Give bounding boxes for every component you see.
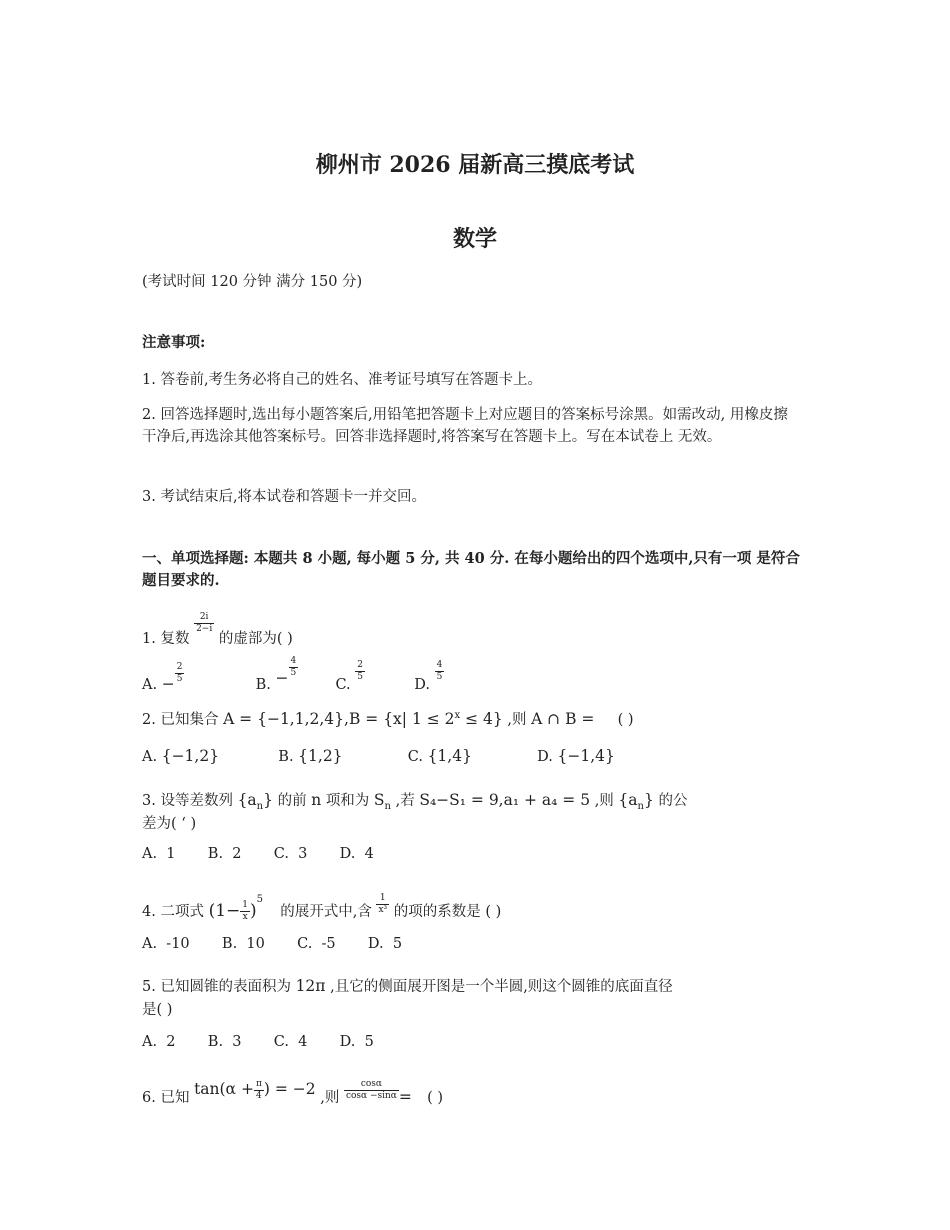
q4-inner-den: x xyxy=(242,912,248,922)
q3-seq2-close: } xyxy=(643,791,654,809)
q1-opt-a xyxy=(142,662,189,693)
q1-opt-a-label: A. xyxy=(142,676,158,693)
page-title: 柳州市 2026 届新高三摸底考试 xyxy=(315,152,635,178)
q1-frac-den: 2−i xyxy=(196,623,213,634)
note-item-2: 2. 回答选择题时,选出每小题答案后,用铅笔把答题卡上对应题目的答案标号涂黑。如需改动, 用橡皮擦干净后,再选涂其他答案标号。回答非选择题时,将答案写在答题卡上。写在本试卷上 无效。 xyxy=(142,407,788,445)
q1-opt-d-num: 4 xyxy=(436,660,443,670)
q2-set-tail: ≤ 4} xyxy=(460,710,503,729)
q1-opt-d xyxy=(414,660,444,693)
q6-prefix: 6. 已知 xyxy=(142,1090,190,1106)
q1-opt-a-frac xyxy=(175,662,185,685)
q3-seq2-sub: n xyxy=(637,801,644,813)
q5-line2: 是( ) xyxy=(142,1002,173,1018)
q1-prefix: 1. 复数 xyxy=(142,630,190,647)
q6-tan-open: tan(α + xyxy=(194,1080,254,1098)
q2-opt-d: {−1,4} xyxy=(557,747,615,765)
q6-pi-num: π xyxy=(255,1078,262,1089)
q6-pi-den: 4 xyxy=(256,1090,262,1101)
q2-opt-b: {1,2} xyxy=(298,747,343,765)
q1-opt-c-label: C. xyxy=(335,676,351,693)
q3-t3: ,若 xyxy=(395,793,415,809)
exam-info: (考试时间 120 分钟 满分 150 分) xyxy=(142,274,363,290)
q5-suffix: ,且它的侧面展开图是一个半圆,则这个圆锥的底面直径 xyxy=(330,979,673,995)
q2-blank: ( ) xyxy=(617,712,634,729)
q6-equals: = xyxy=(398,1088,412,1106)
q3-t5: 的公 xyxy=(658,793,688,809)
q4-binomial xyxy=(208,894,264,922)
q5-options: A. 2 B. 3 C. 4 D. 5 xyxy=(142,1034,374,1050)
q1-opt-d-label: D. xyxy=(414,676,430,693)
q4-base-open: (1− xyxy=(208,901,241,921)
q3-seq xyxy=(237,791,273,813)
q4-inner-frac xyxy=(240,900,250,923)
q6-tan-close: ) = −2 xyxy=(263,1080,316,1098)
q1-frac-num: 2i xyxy=(194,612,214,624)
q1-opt-b xyxy=(255,656,303,693)
q2-opt-c-label: C. xyxy=(407,749,423,765)
q1-opt-b-num: 4 xyxy=(290,656,297,666)
q2-opt-d-label: D. xyxy=(537,749,553,765)
q1-opt-b-label: B. xyxy=(255,676,271,693)
q3-s-sub: n xyxy=(384,801,391,813)
q3-prefix: 3. 设等差数列 xyxy=(142,793,233,809)
subject-title: 数学 xyxy=(452,226,497,252)
q3-t2: 项和为 xyxy=(325,793,370,809)
q1-opt-a-den: 5 xyxy=(176,673,183,684)
q2-set-a: A = {−1,1,2,4},B = {x| 1 ≤ 2 xyxy=(223,710,455,729)
q2-opt-b-label: B. xyxy=(278,749,294,765)
q1-opt-c-den: 5 xyxy=(357,671,364,682)
q1-opt-d-frac xyxy=(435,660,445,683)
q6-tan-expression xyxy=(194,1078,316,1101)
question-5 xyxy=(142,974,673,999)
q1-opt-b-den: 5 xyxy=(290,667,297,678)
q6-fraction xyxy=(344,1079,399,1102)
q3-options: A. 1 B. 2 C. 3 D. 4 xyxy=(142,846,374,862)
question-3 xyxy=(142,788,687,819)
q3-seq2 xyxy=(618,791,654,813)
q5-area-value: 12π xyxy=(295,977,326,995)
q4-options: A. -10 B. 10 C. -5 D. 5 xyxy=(142,936,403,952)
q4-base-close: ) xyxy=(250,901,257,921)
q2-exp: x xyxy=(454,710,461,721)
q3-condition: S₄−S₁ = 9,a₁ + a₄ = 5 xyxy=(419,791,591,809)
q6-pi-frac xyxy=(254,1079,264,1102)
q3-seq-open: {a xyxy=(237,791,257,809)
q3-line2: 差为( ‘ ) xyxy=(142,816,197,832)
q4-prefix: 4. 二项式 xyxy=(142,904,204,920)
q1-opt-c xyxy=(335,660,369,693)
question-1 xyxy=(142,612,293,656)
q1-opt-a-sign: − xyxy=(161,674,175,693)
q6-frac-den: cosα −sinα xyxy=(345,1091,397,1101)
q3-seq-sub: n xyxy=(256,801,264,813)
q4-term-den: x³ xyxy=(378,905,388,915)
q2-opt-a-label: A. xyxy=(142,749,158,765)
q3-seq2-open: {a xyxy=(618,791,638,809)
q1-fraction xyxy=(194,612,214,635)
q2-opt-a: {−1,2} xyxy=(161,747,220,765)
q3-t1: 的前 xyxy=(277,793,307,809)
q1-suffix: 的虚部为( ) xyxy=(218,630,293,647)
question-4 xyxy=(142,874,501,938)
q2-options xyxy=(142,744,615,769)
q4-term-frac xyxy=(376,893,389,916)
q1-opt-b-frac xyxy=(289,656,299,679)
q6-frac-num: cosα xyxy=(344,1079,399,1091)
q3-n: n xyxy=(311,791,322,809)
q2-intersection: A ∩ B = xyxy=(531,710,595,729)
q1-opt-b-sign: − xyxy=(275,668,289,687)
q4-mid: 的展开式中,含 xyxy=(280,904,372,920)
q4-inner-num: 1 xyxy=(242,900,248,911)
q3-t4: ,则 xyxy=(594,793,614,809)
q6-mid: ,则 xyxy=(320,1090,340,1106)
q3-s: S xyxy=(373,791,385,809)
q4-suffix: 的项的系数是 ( ) xyxy=(393,904,502,920)
q5-prefix: 5. 已知圆锥的表面积为 xyxy=(142,979,291,995)
note-item-1: 1. 答卷前,考生务必将自己的姓名、准考证号填写在答题卡上。 xyxy=(142,372,543,388)
q2-set xyxy=(223,710,503,728)
q1-opt-c-num: 2 xyxy=(357,660,364,670)
q2-mid: ,则 xyxy=(507,712,527,729)
q1-options xyxy=(142,656,444,702)
question-6 xyxy=(142,1068,443,1119)
q1-opt-a-num: 2 xyxy=(176,662,183,672)
q6-blank: ( ) xyxy=(427,1090,444,1106)
q1-opt-c-frac xyxy=(355,660,365,683)
q4-power: 5 xyxy=(256,894,264,905)
q2-opt-c: {1,4} xyxy=(427,747,472,765)
section-heading: 一、单项选择题: 本题共 8 小题, 每小题 5 分, 共 40 分. 在每小题给出的四个选项中,只有一项 是符合题目要求的. xyxy=(142,550,800,589)
q4-term-num: 1 xyxy=(376,893,389,905)
question-2 xyxy=(142,704,634,732)
q3-seq-close: } xyxy=(263,791,273,809)
note-item-3: 3. 考试结束后,将本试卷和答题卡一并交回。 xyxy=(142,489,427,505)
q3-sn xyxy=(373,791,391,813)
notes-heading: 注意事项: xyxy=(142,334,206,351)
q1-opt-d-den: 5 xyxy=(436,671,443,682)
q2-prefix: 2. 已知集合 xyxy=(142,712,219,729)
